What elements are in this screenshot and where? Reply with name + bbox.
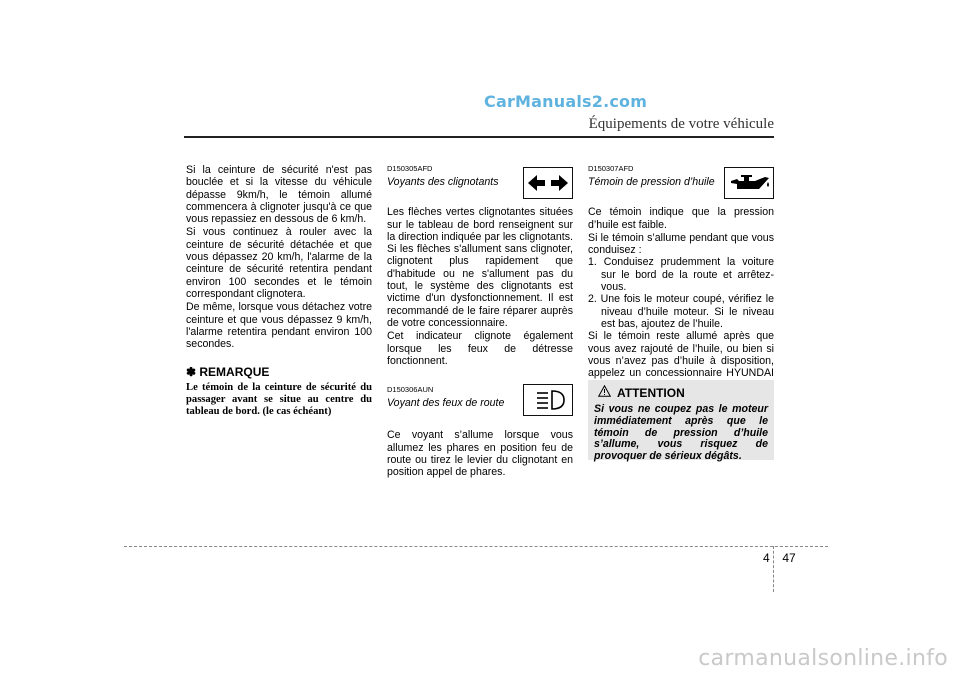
header-rule bbox=[184, 136, 774, 138]
section-title-oil-pressure: Témoin de pression d’huile bbox=[588, 176, 715, 188]
section-code: D150306AUN bbox=[387, 385, 434, 395]
section-code: D150307AFD bbox=[588, 164, 634, 173]
paragraph: Si la ceinture de sécurité n'est pas bouclée et si la vitesse du véhicule dépasse 9km/h, le témoin allumé commencera à clignoter jusqu'à ce que vous repassiez en dessous de 6 km/h. bbox=[186, 164, 372, 226]
paragraph: De même, lorsque vous détachez votre ceinture et que vous dépassez 9 km/h, l'alarme retentira pendant environ 100 secondes. bbox=[186, 301, 372, 351]
page-number-separator bbox=[773, 546, 774, 592]
watermark-logo-top: CarManuals2.com bbox=[484, 92, 648, 111]
attention-box bbox=[588, 380, 774, 463]
watermark-logo-bottom: carmanualsonline.info bbox=[698, 646, 948, 671]
column-left bbox=[186, 164, 372, 419]
paragraph: Les flèches vertes clignotantes situées sur le tableau de bord renseignent sur la direction indiquée par les clignotants. Si les flèches s'allument sans clignoter, clignotent plus rapidement que d'habitude ou ne s'allument pas du tout, le système des clignotants est victime d'un dysfonctionnement. Il est recommandé de le faire réparer auprès de votre concessionnaire. bbox=[387, 206, 573, 329]
page-number-value: 47 bbox=[782, 551, 796, 565]
oil-pressure-icon bbox=[724, 167, 774, 199]
list-item: 2. Une fois le moteur coupé, vérifiez le niveau d’huile moteur. Si le niveau est bas, ajoutez de l’huile. bbox=[588, 293, 774, 330]
paragraph: Cet indicateur clignote également lorsque les feux de détresse fonctionnent. bbox=[387, 330, 573, 367]
paragraph: Si le témoin reste allumé après que vous avez rajouté de l’huile, ou bien si vous n’avez pas d’huile à disposition, appelez un concessionnaire HYUNDAI bbox=[588, 330, 774, 380]
remark-text: Le témoin de la ceinture de sécurité du passager avant se situe au centre du tableau de bord. (le cas échéant) bbox=[186, 381, 372, 418]
attention-title: ATTENTION bbox=[617, 386, 685, 400]
paragraph: Si vous continuez à rouler avec la ceinture de sécurité détachée et que vous dépassez 20 km/h, l'alarme de la ceinture de sécurité retentira pendant environ 100 secondes et le témoin correspondant clignotera. bbox=[186, 226, 372, 300]
column-middle bbox=[387, 164, 573, 479]
footer-rule bbox=[124, 546, 828, 547]
page-header-title: Équipements de votre véhicule bbox=[588, 116, 774, 132]
section-code: D150305AFD bbox=[387, 164, 433, 173]
page-number bbox=[763, 551, 796, 565]
paragraph: Ce témoin indique que la pression d’huile est faible. bbox=[588, 206, 774, 231]
attention-text: Si vous ne coupez pas le moteur immédiatement après que le témoin de pression d’huile s’allume, vous risquez de provoquer de sérieux dégâts. bbox=[594, 403, 768, 463]
section-title-turn-signals: Voyants des clignotants bbox=[387, 176, 499, 188]
high-beam-icon bbox=[523, 384, 573, 416]
warning-triangle-icon bbox=[598, 384, 611, 402]
remark-heading: ✽ REMARQUE bbox=[186, 365, 270, 380]
turn-signal-arrows-icon bbox=[523, 167, 573, 199]
chapter-number: 4 bbox=[763, 551, 770, 565]
section-title-high-beam: Voyant des feux de route bbox=[387, 397, 505, 410]
paragraph: Ce voyant s’allume lorsque vous allumez les phares en position feu de route ou tirez le levier du clignotant en position appel de phares. bbox=[387, 429, 573, 479]
list-item: 1. Conduisez prudemment la voiture sur le bord de la route et arrêtez-vous. bbox=[588, 256, 774, 294]
attention-header bbox=[594, 384, 768, 402]
paragraph: Si le témoin s’allume pendant que vous conduisez : bbox=[588, 231, 774, 257]
